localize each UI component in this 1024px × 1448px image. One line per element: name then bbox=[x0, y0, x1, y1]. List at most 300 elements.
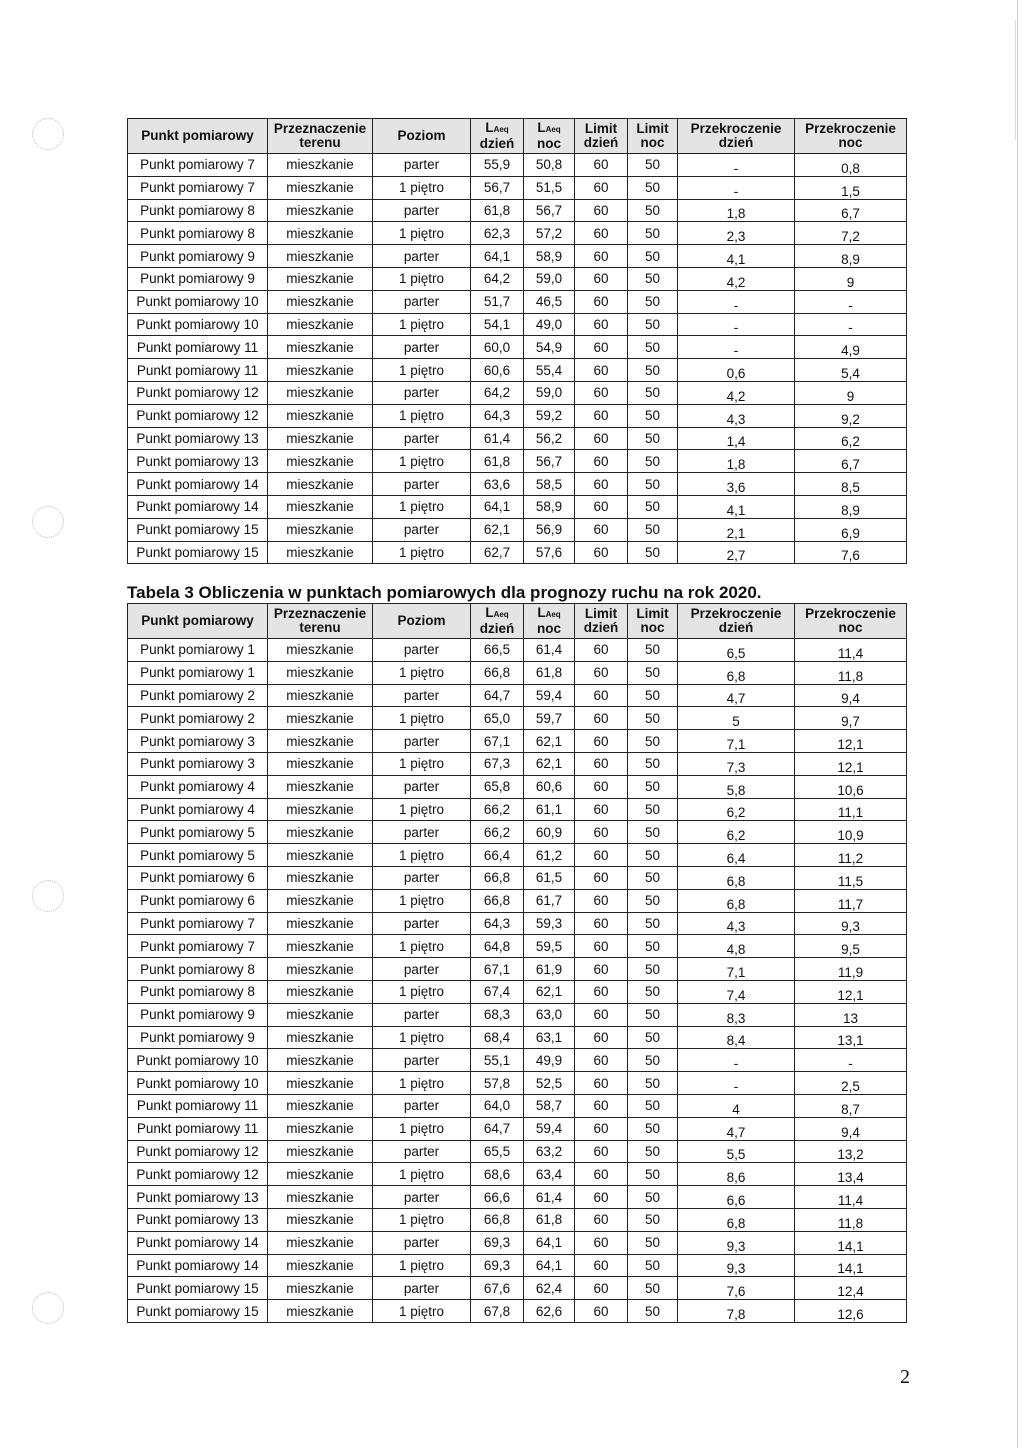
cell-laeq-noc: 58,7 bbox=[524, 1094, 575, 1117]
cell-przekroczenie-dzien: 6,2 bbox=[678, 821, 795, 844]
noise-table-1 bbox=[127, 118, 907, 564]
cell-przekroczenie-dzien: 6,2 bbox=[678, 798, 795, 821]
header-limit-dzien: Limit dzień bbox=[575, 604, 628, 639]
cell-limit-noc: 50 bbox=[628, 245, 678, 268]
cell-poziom: parter bbox=[373, 473, 471, 496]
cell-punkt: Punkt pomiarowy 1 bbox=[128, 661, 268, 684]
table-row bbox=[128, 752, 907, 775]
cell-przekroczenie-noc: 9,3 bbox=[795, 912, 907, 935]
cell-punkt: Punkt pomiarowy 9 bbox=[128, 267, 268, 290]
table-row bbox=[128, 844, 907, 867]
cell-limit-dzien: 60 bbox=[575, 912, 628, 935]
cell-limit-dzien: 60 bbox=[575, 336, 628, 359]
cell-przeznaczenie: mieszkanie bbox=[268, 1072, 373, 1095]
cell-limit-dzien: 60 bbox=[575, 290, 628, 313]
cell-limit-dzien: 60 bbox=[575, 935, 628, 958]
cell-przekroczenie-noc: 8,5 bbox=[795, 473, 907, 496]
cell-punkt: Punkt pomiarowy 3 bbox=[128, 752, 268, 775]
cell-przekroczenie-noc: 9,4 bbox=[795, 684, 907, 707]
cell-poziom: parter bbox=[373, 1140, 471, 1163]
cell-przekroczenie-dzien: 4,1 bbox=[678, 245, 795, 268]
table-row bbox=[128, 267, 907, 290]
cell-laeq-noc: 49,0 bbox=[524, 313, 575, 336]
cell-przeznaczenie: mieszkanie bbox=[268, 1186, 373, 1209]
cell-limit-dzien: 60 bbox=[575, 222, 628, 245]
cell-limit-dzien: 60 bbox=[575, 1026, 628, 1049]
cell-limit-dzien: 60 bbox=[575, 1208, 628, 1231]
cell-przeznaczenie: mieszkanie bbox=[268, 381, 373, 404]
punch-hole-mark bbox=[32, 506, 64, 538]
cell-punkt: Punkt pomiarowy 7 bbox=[128, 912, 268, 935]
table-row bbox=[128, 1140, 907, 1163]
table-row bbox=[128, 1072, 907, 1095]
cell-limit-dzien: 60 bbox=[575, 821, 628, 844]
cell-przekroczenie-dzien: 6,4 bbox=[678, 844, 795, 867]
cell-przekroczenie-dzien: 6,5 bbox=[678, 639, 795, 662]
cell-laeq-noc: 61,4 bbox=[524, 1186, 575, 1209]
cell-przeznaczenie: mieszkanie bbox=[268, 427, 373, 450]
cell-laeq-noc: 61,8 bbox=[524, 661, 575, 684]
cell-limit-noc: 50 bbox=[628, 267, 678, 290]
cell-poziom: parter bbox=[373, 866, 471, 889]
table-row bbox=[128, 684, 907, 707]
cell-przeznaczenie: mieszkanie bbox=[268, 1117, 373, 1140]
table-row bbox=[128, 1094, 907, 1117]
cell-limit-dzien: 60 bbox=[575, 844, 628, 867]
cell-punkt: Punkt pomiarowy 12 bbox=[128, 404, 268, 427]
cell-poziom: parter bbox=[373, 1277, 471, 1300]
table-row bbox=[128, 639, 907, 662]
cell-laeq-dzien: 64,2 bbox=[471, 267, 524, 290]
cell-laeq-noc: 64,1 bbox=[524, 1254, 575, 1277]
cell-punkt: Punkt pomiarowy 13 bbox=[128, 1186, 268, 1209]
cell-limit-dzien: 60 bbox=[575, 267, 628, 290]
cell-laeq-noc: 56,2 bbox=[524, 427, 575, 450]
cell-laeq-noc: 55,4 bbox=[524, 359, 575, 382]
cell-poziom: parter bbox=[373, 684, 471, 707]
cell-laeq-dzien: 67,8 bbox=[471, 1300, 524, 1323]
cell-limit-noc: 50 bbox=[628, 1277, 678, 1300]
table-row bbox=[128, 798, 907, 821]
cell-przekroczenie-dzien: 2,3 bbox=[678, 222, 795, 245]
cell-przeznaczenie: mieszkanie bbox=[268, 1003, 373, 1026]
cell-poziom: parter bbox=[373, 381, 471, 404]
cell-przeznaczenie: mieszkanie bbox=[268, 866, 373, 889]
cell-przeznaczenie: mieszkanie bbox=[268, 336, 373, 359]
cell-punkt: Punkt pomiarowy 4 bbox=[128, 775, 268, 798]
cell-limit-noc: 50 bbox=[628, 1117, 678, 1140]
cell-poziom: parter bbox=[373, 1186, 471, 1209]
cell-limit-noc: 50 bbox=[628, 935, 678, 958]
cell-przekroczenie-noc: 6,7 bbox=[795, 199, 907, 222]
cell-przekroczenie-noc: - bbox=[795, 313, 907, 336]
table-caption: Tabela 3 Obliczenia w punktach pomiarowych dla prognozy ruchu na rok 2020. bbox=[127, 583, 762, 602]
cell-przekroczenie-dzien: 9,3 bbox=[678, 1254, 795, 1277]
cell-poziom: parter bbox=[373, 427, 471, 450]
cell-punkt: Punkt pomiarowy 12 bbox=[128, 381, 268, 404]
table-row bbox=[128, 336, 907, 359]
cell-laeq-noc: 63,0 bbox=[524, 1003, 575, 1026]
cell-przekroczenie-dzien: 8,4 bbox=[678, 1026, 795, 1049]
cell-przekroczenie-dzien: 8,3 bbox=[678, 1003, 795, 1026]
cell-przekroczenie-dzien: 4,7 bbox=[678, 1117, 795, 1140]
cell-laeq-dzien: 64,1 bbox=[471, 245, 524, 268]
cell-limit-dzien: 60 bbox=[575, 495, 628, 518]
cell-limit-noc: 50 bbox=[628, 889, 678, 912]
cell-laeq-dzien: 64,2 bbox=[471, 381, 524, 404]
cell-laeq-dzien: 67,1 bbox=[471, 730, 524, 753]
cell-punkt: Punkt pomiarowy 11 bbox=[128, 336, 268, 359]
cell-limit-dzien: 60 bbox=[575, 1186, 628, 1209]
cell-laeq-dzien: 61,8 bbox=[471, 199, 524, 222]
cell-limit-noc: 50 bbox=[628, 541, 678, 564]
cell-laeq-dzien: 61,4 bbox=[471, 427, 524, 450]
cell-limit-dzien: 60 bbox=[575, 866, 628, 889]
cell-laeq-dzien: 61,8 bbox=[471, 450, 524, 473]
cell-przekroczenie-dzien: 4,8 bbox=[678, 935, 795, 958]
cell-poziom: 1 piętro bbox=[373, 752, 471, 775]
cell-punkt: Punkt pomiarowy 5 bbox=[128, 844, 268, 867]
cell-laeq-noc: 61,4 bbox=[524, 639, 575, 662]
cell-laeq-noc: 59,5 bbox=[524, 935, 575, 958]
cell-laeq-dzien: 68,6 bbox=[471, 1163, 524, 1186]
cell-limit-dzien: 60 bbox=[575, 1163, 628, 1186]
table-row bbox=[128, 1049, 907, 1072]
cell-przekroczenie-dzien: 9,3 bbox=[678, 1231, 795, 1254]
table-row bbox=[128, 245, 907, 268]
cell-poziom: 1 piętro bbox=[373, 1163, 471, 1186]
page-edge-mark bbox=[1015, 20, 1022, 140]
cell-laeq-dzien: 67,4 bbox=[471, 980, 524, 1003]
table-header-row bbox=[128, 119, 907, 154]
cell-poziom: 1 piętro bbox=[373, 1300, 471, 1323]
cell-laeq-noc: 60,9 bbox=[524, 821, 575, 844]
cell-laeq-noc: 56,7 bbox=[524, 199, 575, 222]
cell-przeznaczenie: mieszkanie bbox=[268, 199, 373, 222]
table-row bbox=[128, 381, 907, 404]
cell-laeq-noc: 50,8 bbox=[524, 154, 575, 177]
cell-limit-dzien: 60 bbox=[575, 1140, 628, 1163]
cell-przekroczenie-noc: 2,5 bbox=[795, 1072, 907, 1095]
cell-laeq-noc: 62,1 bbox=[524, 752, 575, 775]
punch-hole-mark bbox=[32, 1292, 64, 1324]
cell-punkt: Punkt pomiarowy 11 bbox=[128, 359, 268, 382]
table-row bbox=[128, 1277, 907, 1300]
cell-poziom: 1 piętro bbox=[373, 661, 471, 684]
cell-laeq-noc: 62,4 bbox=[524, 1277, 575, 1300]
table-row bbox=[128, 450, 907, 473]
cell-limit-noc: 50 bbox=[628, 518, 678, 541]
cell-poziom: 1 piętro bbox=[373, 404, 471, 427]
cell-punkt: Punkt pomiarowy 11 bbox=[128, 1117, 268, 1140]
cell-limit-dzien: 60 bbox=[575, 1277, 628, 1300]
header-przekroczenie-dzien: Przekroczenie dzień bbox=[678, 119, 795, 154]
table-row bbox=[128, 958, 907, 981]
cell-przekroczenie-noc: 11,4 bbox=[795, 639, 907, 662]
cell-laeq-dzien: 56,7 bbox=[471, 176, 524, 199]
cell-limit-noc: 50 bbox=[628, 730, 678, 753]
cell-punkt: Punkt pomiarowy 7 bbox=[128, 154, 268, 177]
header-poziom: Poziom bbox=[373, 119, 471, 154]
cell-przeznaczenie: mieszkanie bbox=[268, 935, 373, 958]
cell-przekroczenie-noc: 11,2 bbox=[795, 844, 907, 867]
cell-przekroczenie-dzien: 5,5 bbox=[678, 1140, 795, 1163]
cell-przekroczenie-noc: 14,1 bbox=[795, 1254, 907, 1277]
cell-przekroczenie-noc: 11,7 bbox=[795, 889, 907, 912]
table-row bbox=[128, 730, 907, 753]
cell-limit-dzien: 60 bbox=[575, 707, 628, 730]
cell-limit-dzien: 60 bbox=[575, 798, 628, 821]
cell-przeznaczenie: mieszkanie bbox=[268, 541, 373, 564]
cell-poziom: 1 piętro bbox=[373, 889, 471, 912]
cell-limit-noc: 50 bbox=[628, 290, 678, 313]
cell-laeq-dzien: 62,3 bbox=[471, 222, 524, 245]
cell-laeq-noc: 46,5 bbox=[524, 290, 575, 313]
cell-limit-noc: 50 bbox=[628, 684, 678, 707]
cell-przekroczenie-dzien: 7,4 bbox=[678, 980, 795, 1003]
header-przeznaczenie: Przeznaczenie terenu bbox=[268, 119, 373, 154]
header-limit-noc: Limit noc bbox=[628, 119, 678, 154]
cell-przeznaczenie: mieszkanie bbox=[268, 1163, 373, 1186]
cell-poziom: 1 piętro bbox=[373, 1254, 471, 1277]
cell-punkt: Punkt pomiarowy 10 bbox=[128, 1049, 268, 1072]
cell-limit-dzien: 60 bbox=[575, 775, 628, 798]
cell-laeq-noc: 61,5 bbox=[524, 866, 575, 889]
cell-laeq-dzien: 66,8 bbox=[471, 661, 524, 684]
cell-limit-noc: 50 bbox=[628, 1072, 678, 1095]
cell-laeq-noc: 57,2 bbox=[524, 222, 575, 245]
cell-poziom: parter bbox=[373, 639, 471, 662]
cell-punkt: Punkt pomiarowy 10 bbox=[128, 313, 268, 336]
cell-laeq-dzien: 64,0 bbox=[471, 1094, 524, 1117]
cell-limit-noc: 50 bbox=[628, 359, 678, 382]
cell-laeq-noc: 58,5 bbox=[524, 473, 575, 496]
cell-laeq-noc: 61,9 bbox=[524, 958, 575, 981]
table-row bbox=[128, 495, 907, 518]
table-row bbox=[128, 427, 907, 450]
cell-laeq-dzien: 62,1 bbox=[471, 518, 524, 541]
cell-limit-noc: 50 bbox=[628, 427, 678, 450]
cell-przekroczenie-dzien: 4,3 bbox=[678, 404, 795, 427]
cell-poziom: parter bbox=[373, 821, 471, 844]
cell-poziom: parter bbox=[373, 1094, 471, 1117]
cell-laeq-noc: 59,4 bbox=[524, 1117, 575, 1140]
cell-przekroczenie-dzien: 1,8 bbox=[678, 199, 795, 222]
cell-laeq-dzien: 68,4 bbox=[471, 1026, 524, 1049]
cell-limit-noc: 50 bbox=[628, 1186, 678, 1209]
cell-punkt: Punkt pomiarowy 14 bbox=[128, 1254, 268, 1277]
cell-poziom: 1 piętro bbox=[373, 313, 471, 336]
cell-limit-noc: 50 bbox=[628, 752, 678, 775]
cell-poziom: 1 piętro bbox=[373, 359, 471, 382]
cell-przekroczenie-noc: 11,4 bbox=[795, 1186, 907, 1209]
cell-limit-noc: 50 bbox=[628, 866, 678, 889]
cell-laeq-noc: 61,2 bbox=[524, 844, 575, 867]
cell-przekroczenie-dzien: 6,8 bbox=[678, 1208, 795, 1231]
cell-limit-dzien: 60 bbox=[575, 381, 628, 404]
cell-laeq-dzien: 68,3 bbox=[471, 1003, 524, 1026]
cell-laeq-noc: 61,7 bbox=[524, 889, 575, 912]
cell-laeq-noc: 62,1 bbox=[524, 980, 575, 1003]
cell-laeq-noc: 59,3 bbox=[524, 912, 575, 935]
cell-przekroczenie-noc: 12,4 bbox=[795, 1277, 907, 1300]
table-row bbox=[128, 1254, 907, 1277]
cell-poziom: 1 piętro bbox=[373, 844, 471, 867]
cell-przekroczenie-noc: 11,8 bbox=[795, 661, 907, 684]
cell-punkt: Punkt pomiarowy 2 bbox=[128, 684, 268, 707]
cell-przekroczenie-dzien: 2,7 bbox=[678, 541, 795, 564]
header-przekroczenie-noc: Przekroczenie noc bbox=[795, 119, 907, 154]
cell-przeznaczenie: mieszkanie bbox=[268, 1254, 373, 1277]
cell-laeq-noc: 61,8 bbox=[524, 1208, 575, 1231]
cell-laeq-noc: 51,5 bbox=[524, 176, 575, 199]
table-row bbox=[128, 1117, 907, 1140]
cell-przeznaczenie: mieszkanie bbox=[268, 222, 373, 245]
table-row bbox=[128, 473, 907, 496]
cell-przeznaczenie: mieszkanie bbox=[268, 359, 373, 382]
cell-limit-noc: 50 bbox=[628, 912, 678, 935]
cell-przekroczenie-noc: 11,1 bbox=[795, 798, 907, 821]
cell-limit-dzien: 60 bbox=[575, 427, 628, 450]
cell-limit-dzien: 60 bbox=[575, 1254, 628, 1277]
cell-poziom: parter bbox=[373, 1231, 471, 1254]
cell-limit-noc: 50 bbox=[628, 336, 678, 359]
table-row bbox=[128, 176, 907, 199]
cell-przekroczenie-dzien: - bbox=[678, 336, 795, 359]
table-row bbox=[128, 1163, 907, 1186]
cell-przekroczenie-noc: 11,5 bbox=[795, 866, 907, 889]
cell-przekroczenie-dzien: 7,1 bbox=[678, 730, 795, 753]
cell-przekroczenie-dzien: 4,7 bbox=[678, 684, 795, 707]
cell-przekroczenie-noc: 10,9 bbox=[795, 821, 907, 844]
cell-przekroczenie-dzien: - bbox=[678, 290, 795, 313]
cell-przekroczenie-noc: 7,6 bbox=[795, 541, 907, 564]
cell-punkt: Punkt pomiarowy 12 bbox=[128, 1140, 268, 1163]
cell-przekroczenie-noc: 8,7 bbox=[795, 1094, 907, 1117]
table-body bbox=[128, 639, 907, 1323]
cell-przekroczenie-noc: 9 bbox=[795, 381, 907, 404]
cell-laeq-dzien: 65,8 bbox=[471, 775, 524, 798]
cell-przekroczenie-noc: - bbox=[795, 1049, 907, 1072]
cell-poziom: parter bbox=[373, 290, 471, 313]
cell-przekroczenie-dzien: 6,8 bbox=[678, 661, 795, 684]
cell-punkt: Punkt pomiarowy 3 bbox=[128, 730, 268, 753]
cell-poziom: 1 piętro bbox=[373, 707, 471, 730]
table-row bbox=[128, 775, 907, 798]
cell-limit-noc: 50 bbox=[628, 381, 678, 404]
cell-laeq-dzien: 64,1 bbox=[471, 495, 524, 518]
cell-przeznaczenie: mieszkanie bbox=[268, 1026, 373, 1049]
cell-przekroczenie-noc: 11,9 bbox=[795, 958, 907, 981]
cell-limit-dzien: 60 bbox=[575, 1117, 628, 1140]
cell-punkt: Punkt pomiarowy 4 bbox=[128, 798, 268, 821]
table-row bbox=[128, 866, 907, 889]
cell-przekroczenie-noc: 6,9 bbox=[795, 518, 907, 541]
cell-poziom: 1 piętro bbox=[373, 1117, 471, 1140]
cell-przekroczenie-noc: 12,1 bbox=[795, 730, 907, 753]
cell-przekroczenie-noc: 13 bbox=[795, 1003, 907, 1026]
punch-hole-mark bbox=[32, 118, 64, 150]
cell-limit-noc: 50 bbox=[628, 404, 678, 427]
cell-przeznaczenie: mieszkanie bbox=[268, 518, 373, 541]
cell-przekroczenie-dzien: - bbox=[678, 154, 795, 177]
cell-przekroczenie-dzien: 8,6 bbox=[678, 1163, 795, 1186]
cell-poziom: parter bbox=[373, 730, 471, 753]
cell-poziom: 1 piętro bbox=[373, 798, 471, 821]
cell-laeq-dzien: 64,7 bbox=[471, 1117, 524, 1140]
cell-limit-dzien: 60 bbox=[575, 450, 628, 473]
cell-laeq-dzien: 51,7 bbox=[471, 290, 524, 313]
cell-limit-noc: 50 bbox=[628, 154, 678, 177]
cell-laeq-dzien: 64,3 bbox=[471, 404, 524, 427]
cell-laeq-dzien: 64,7 bbox=[471, 684, 524, 707]
cell-przekroczenie-dzien: 2,1 bbox=[678, 518, 795, 541]
table-row bbox=[128, 1231, 907, 1254]
cell-limit-dzien: 60 bbox=[575, 1300, 628, 1323]
cell-przeznaczenie: mieszkanie bbox=[268, 1140, 373, 1163]
cell-laeq-noc: 63,1 bbox=[524, 1026, 575, 1049]
cell-poziom: 1 piętro bbox=[373, 222, 471, 245]
cell-limit-noc: 50 bbox=[628, 1231, 678, 1254]
cell-przekroczenie-noc: 8,9 bbox=[795, 245, 907, 268]
header-poziom: Poziom bbox=[373, 604, 471, 639]
table-row bbox=[128, 541, 907, 564]
cell-laeq-noc: 54,9 bbox=[524, 336, 575, 359]
cell-punkt: Punkt pomiarowy 11 bbox=[128, 1094, 268, 1117]
cell-laeq-dzien: 64,8 bbox=[471, 935, 524, 958]
cell-przekroczenie-dzien: 1,4 bbox=[678, 427, 795, 450]
cell-przekroczenie-noc: 9,7 bbox=[795, 707, 907, 730]
cell-laeq-noc: 58,9 bbox=[524, 245, 575, 268]
cell-punkt: Punkt pomiarowy 7 bbox=[128, 176, 268, 199]
cell-limit-noc: 50 bbox=[628, 313, 678, 336]
page-number: 2 bbox=[900, 1366, 910, 1388]
table-row bbox=[128, 154, 907, 177]
cell-przekroczenie-noc: - bbox=[795, 290, 907, 313]
cell-limit-noc: 50 bbox=[628, 707, 678, 730]
cell-przeznaczenie: mieszkanie bbox=[268, 707, 373, 730]
cell-przekroczenie-noc: 12,6 bbox=[795, 1300, 907, 1323]
cell-laeq-dzien: 66,4 bbox=[471, 844, 524, 867]
cell-limit-dzien: 60 bbox=[575, 313, 628, 336]
table-row bbox=[128, 889, 907, 912]
cell-limit-noc: 50 bbox=[628, 222, 678, 245]
table-row bbox=[128, 359, 907, 382]
cell-przeznaczenie: mieszkanie bbox=[268, 798, 373, 821]
cell-poziom: 1 piętro bbox=[373, 267, 471, 290]
cell-przekroczenie-dzien: - bbox=[678, 313, 795, 336]
cell-poziom: 1 piętro bbox=[373, 541, 471, 564]
punch-hole-mark bbox=[32, 880, 64, 912]
cell-limit-dzien: 60 bbox=[575, 541, 628, 564]
cell-przekroczenie-dzien: 4,2 bbox=[678, 267, 795, 290]
table-row bbox=[128, 518, 907, 541]
cell-punkt: Punkt pomiarowy 10 bbox=[128, 1072, 268, 1095]
cell-przekroczenie-noc: 12,1 bbox=[795, 752, 907, 775]
cell-limit-noc: 50 bbox=[628, 661, 678, 684]
cell-limit-dzien: 60 bbox=[575, 359, 628, 382]
cell-przeznaczenie: mieszkanie bbox=[268, 245, 373, 268]
cell-laeq-dzien: 54,1 bbox=[471, 313, 524, 336]
cell-laeq-noc: 59,4 bbox=[524, 684, 575, 707]
header-przekroczenie-dzien: Przekroczenie dzień bbox=[678, 604, 795, 639]
table-row bbox=[128, 1026, 907, 1049]
cell-poziom: parter bbox=[373, 518, 471, 541]
cell-laeq-dzien: 55,9 bbox=[471, 154, 524, 177]
cell-limit-noc: 50 bbox=[628, 495, 678, 518]
cell-przeznaczenie: mieszkanie bbox=[268, 154, 373, 177]
cell-laeq-noc: 59,2 bbox=[524, 404, 575, 427]
